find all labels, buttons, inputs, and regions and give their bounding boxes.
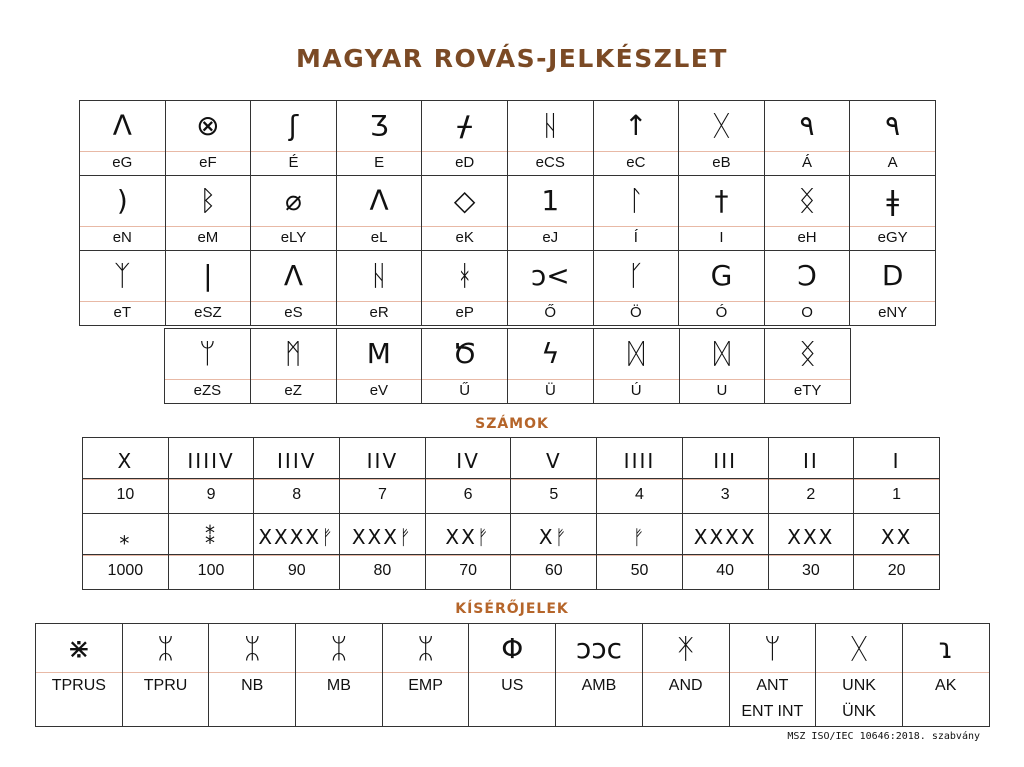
number-cell — [511, 479, 597, 514]
rune-glyph: Ɔ — [797, 259, 817, 292]
mark-label-line2: ÜNK — [842, 703, 876, 720]
letter-cell — [679, 329, 765, 404]
rune-glyph: Λ — [283, 259, 304, 292]
number-cell — [83, 438, 169, 479]
mark-glyph: ᛯ — [330, 632, 348, 665]
rune-glyph: ᚋ — [457, 109, 472, 142]
number-glyph: ᚠ — [632, 525, 647, 549]
number-value: 100 — [169, 555, 254, 589]
letter-label: eTY — [765, 379, 850, 402]
rune-glyph: † — [714, 184, 729, 217]
number-glyph: V — [545, 449, 562, 473]
letter-cell — [422, 329, 508, 404]
letter-label: eP — [422, 301, 507, 324]
number-glyph: ⁑ — [205, 525, 218, 549]
number-glyph: ⁎ — [119, 525, 132, 549]
letter-cell — [422, 251, 508, 326]
number-glyph: XXX — [787, 525, 835, 549]
number-cell — [340, 479, 426, 514]
number-glyph: IIIV — [277, 449, 317, 473]
numbers-table — [82, 437, 940, 590]
letter-cell — [336, 176, 422, 251]
letter-label: eR — [337, 301, 422, 324]
letter-label: Á — [765, 151, 850, 174]
letter-label: U — [680, 379, 765, 402]
standard-footnote: MSZ ISO/IEC 10646:2018. szabvány — [787, 731, 980, 742]
letter-cell — [593, 251, 679, 326]
letter-cell — [80, 176, 166, 251]
number-cell — [168, 514, 254, 555]
number-value: 1000 — [83, 555, 168, 589]
letter-label: eB — [679, 151, 764, 174]
mark-cell — [122, 624, 209, 727]
mark-label-line1: TPRU — [143, 677, 188, 694]
mark-glyph: ᛘ — [763, 632, 781, 665]
mark-cell — [642, 624, 729, 727]
rune-glyph: ᐱ — [112, 109, 132, 142]
number-cell — [340, 438, 426, 479]
letter-cell — [679, 176, 765, 251]
rune-glyph: ٩ — [885, 109, 901, 142]
numbers-row — [83, 479, 940, 514]
rune-glyph: ᚼ — [456, 259, 474, 292]
letter-label: E — [337, 151, 422, 174]
letter-label: eL — [337, 226, 422, 249]
rune-glyph: ⊗ — [196, 109, 220, 142]
number-cell — [83, 479, 169, 514]
mark-cell — [902, 624, 989, 727]
mark-label — [383, 672, 469, 699]
rune-glyph: ٩ — [799, 109, 815, 142]
number-value: 1 — [854, 479, 939, 513]
number-cell — [83, 555, 169, 590]
number-cell — [597, 479, 683, 514]
number-value: 30 — [769, 555, 854, 589]
rune-glyph: M — [366, 337, 391, 370]
rune-glyph: ↑ — [624, 109, 648, 142]
number-cell — [425, 438, 511, 479]
letter-cell — [679, 251, 765, 326]
rune-glyph: ) — [116, 184, 128, 217]
letter-cell — [765, 329, 851, 404]
number-glyph: IIIIV — [187, 449, 235, 473]
mark-label — [296, 672, 382, 699]
number-cell — [168, 438, 254, 479]
number-glyph: XX — [880, 525, 913, 549]
letter-label: eGY — [850, 226, 935, 249]
letter-cell — [679, 101, 765, 176]
number-cell — [425, 555, 511, 590]
marks-row — [36, 624, 990, 727]
mark-glyph: ⋇ — [67, 632, 91, 665]
mark-label-line1: AMB — [581, 677, 617, 694]
number-cell — [340, 555, 426, 590]
number-cell — [682, 438, 768, 479]
mark-label-line1: AND — [668, 677, 703, 694]
letters-table-last-row — [164, 328, 851, 404]
marks-heading: KÍSÉRŐJELEK — [455, 601, 569, 617]
rune-glyph: ᚴ — [627, 259, 645, 292]
letter-cell — [593, 101, 679, 176]
rune-glyph: ᛞ — [713, 337, 731, 370]
letter-label: Ó — [679, 301, 764, 324]
number-glyph: XXXXᚠ — [258, 525, 336, 549]
mark-label — [556, 672, 642, 699]
rune-glyph: ᛝ — [799, 337, 817, 370]
letters-row — [80, 251, 936, 326]
rune-glyph: ᛒ — [199, 184, 217, 217]
number-value: 3 — [683, 479, 768, 513]
rune-glyph: ᛗ — [284, 337, 302, 370]
rune-glyph: D — [881, 259, 904, 292]
letter-label: Ü — [508, 379, 593, 402]
letter-cell — [336, 329, 422, 404]
letter-label: eZ — [251, 379, 336, 402]
numbers-row — [83, 555, 940, 590]
number-glyph: X — [117, 449, 134, 473]
letter-cell — [507, 101, 593, 176]
letter-label: O — [765, 301, 850, 324]
letters-row — [80, 101, 936, 176]
page-title: MAGYAR ROVÁS-JELKÉSZLET — [296, 44, 728, 73]
rune-glyph: ǂ — [886, 184, 900, 217]
number-value: 80 — [340, 555, 425, 589]
letter-label: eCS — [508, 151, 593, 174]
number-cell — [854, 438, 940, 479]
mark-cell — [816, 624, 903, 727]
letter-label: Ő — [508, 301, 593, 324]
letter-cell — [764, 251, 850, 326]
number-value: 7 — [340, 479, 425, 513]
number-cell — [682, 555, 768, 590]
letter-cell — [165, 251, 251, 326]
mark-label-line1: ANT — [756, 677, 789, 694]
letter-label: A — [850, 151, 935, 174]
number-cell — [168, 555, 254, 590]
mark-glyph: ɔɔc — [575, 632, 623, 665]
letter-cell — [507, 251, 593, 326]
rune-glyph: ᚷ — [713, 109, 730, 142]
letter-label: eNY — [850, 301, 935, 324]
mark-label — [209, 672, 295, 699]
letter-cell — [80, 101, 166, 176]
letter-label: eLY — [251, 226, 336, 249]
letter-cell — [850, 101, 936, 176]
letter-label: eK — [422, 226, 507, 249]
mark-cell — [556, 624, 643, 727]
mark-label — [816, 672, 902, 725]
mark-label — [36, 672, 122, 699]
number-cell — [597, 438, 683, 479]
number-cell — [340, 514, 426, 555]
mark-glyph: ᚷ — [850, 632, 868, 665]
rune-glyph: ϟ — [541, 337, 560, 370]
mark-label — [730, 672, 816, 725]
letter-label: eV — [337, 379, 422, 402]
number-cell — [511, 438, 597, 479]
mark-glyph: ᛯ — [417, 632, 434, 665]
number-cell — [511, 555, 597, 590]
letter-cell — [251, 101, 337, 176]
mark-label-line1: NB — [241, 677, 264, 694]
letter-label: eN — [80, 226, 165, 249]
letter-cell — [850, 251, 936, 326]
number-glyph: III — [713, 449, 737, 473]
rune-glyph: ⌀ — [285, 184, 302, 217]
mark-glyph: ᛯ — [157, 632, 174, 665]
mark-label-line1: US — [501, 677, 524, 694]
mark-cell — [296, 624, 383, 727]
mark-label — [643, 672, 729, 699]
rune-glyph: ᐱ — [369, 184, 389, 217]
letter-label: eT — [80, 301, 165, 324]
letter-cell — [850, 176, 936, 251]
rune-glyph: ɔ< — [530, 259, 570, 292]
number-cell — [854, 479, 940, 514]
marks-table — [35, 623, 990, 727]
mark-label — [469, 672, 555, 699]
number-value: 9 — [169, 479, 254, 513]
number-value: 70 — [426, 555, 511, 589]
mark-cell — [36, 624, 123, 727]
number-value: 10 — [83, 479, 168, 513]
number-cell — [768, 438, 854, 479]
letter-label: eJ — [508, 226, 593, 249]
number-glyph: XXXᚠ — [351, 525, 413, 549]
mark-cell — [469, 624, 556, 727]
letters-row — [80, 176, 936, 251]
letter-cell — [422, 101, 508, 176]
numbers-row — [83, 438, 940, 479]
mark-glyph: ᛡ — [677, 632, 695, 665]
letter-label: É — [251, 151, 336, 174]
letter-label: eSZ — [166, 301, 251, 324]
number-value: 5 — [511, 479, 596, 513]
rune-glyph: ᛘ — [198, 337, 216, 370]
letter-cell — [507, 176, 593, 251]
number-value: 20 — [854, 555, 939, 589]
letter-cell — [764, 101, 850, 176]
number-cell — [768, 479, 854, 514]
letter-cell — [764, 176, 850, 251]
rune-glyph: ᛉ — [113, 259, 131, 292]
letter-label: Ú — [594, 379, 679, 402]
letter-cell — [336, 251, 422, 326]
rune-glyph: ᛚ — [627, 184, 645, 217]
letter-cell — [251, 251, 337, 326]
number-value: 50 — [597, 555, 682, 589]
rune-glyph: ◇ — [453, 184, 476, 217]
letter-label: eH — [765, 226, 850, 249]
letters-table — [79, 100, 936, 326]
rune-glyph: Ծ — [452, 337, 477, 370]
mark-glyph: ᛯ — [243, 632, 261, 665]
number-value: 4 — [597, 479, 682, 513]
rune-glyph: ᚺ — [370, 259, 388, 292]
number-cell — [682, 479, 768, 514]
number-glyph: IIII — [623, 449, 656, 473]
mark-label-line1: TPRUS — [51, 677, 106, 694]
letter-label: I — [679, 226, 764, 249]
letter-cell — [165, 329, 251, 404]
number-cell — [597, 514, 683, 555]
mark-cell — [209, 624, 296, 727]
number-cell — [854, 555, 940, 590]
mark-label-line2: ENT INT — [741, 703, 804, 720]
rune-glyph: ᛞ — [627, 337, 645, 370]
number-cell — [768, 514, 854, 555]
mark-label — [123, 672, 209, 699]
letter-label: eD — [422, 151, 507, 174]
letter-label: eZS — [165, 379, 250, 402]
number-cell — [682, 514, 768, 555]
mark-glyph: Φ — [501, 632, 524, 665]
rune-glyph: ᚺ — [541, 109, 559, 142]
letters-row — [165, 329, 851, 404]
number-cell — [425, 514, 511, 555]
letter-label: Ű — [422, 379, 507, 402]
rune-glyph: G — [710, 259, 733, 292]
number-cell — [597, 555, 683, 590]
letter-label: eF — [166, 151, 251, 174]
rune-glyph: Ӡ — [369, 109, 389, 142]
mark-glyph: ɿ — [938, 632, 954, 665]
number-cell — [425, 479, 511, 514]
letter-cell — [250, 329, 336, 404]
number-glyph: Xᚠ — [538, 525, 569, 549]
number-cell — [254, 555, 340, 590]
number-cell — [511, 514, 597, 555]
letter-cell — [593, 176, 679, 251]
number-value: 6 — [426, 479, 511, 513]
mark-cell — [382, 624, 469, 727]
numbers-heading: SZÁMOK — [475, 416, 549, 432]
number-glyph: IIV — [366, 449, 399, 473]
letter-cell — [508, 329, 594, 404]
mark-label-line1: EMP — [408, 677, 443, 694]
letter-cell — [165, 176, 251, 251]
mark-label — [903, 672, 989, 699]
rune-glyph: ʃ — [288, 109, 299, 142]
number-cell — [254, 479, 340, 514]
number-value: 90 — [254, 555, 339, 589]
letter-cell — [422, 176, 508, 251]
number-cell — [83, 514, 169, 555]
mark-label-line1: UNK — [842, 677, 876, 694]
mark-label-line1: AK — [935, 677, 957, 694]
number-value: 60 — [511, 555, 596, 589]
letter-cell — [165, 101, 251, 176]
letter-label: eG — [80, 151, 165, 174]
number-glyph: I — [892, 449, 901, 473]
number-cell — [168, 479, 254, 514]
number-cell — [254, 438, 340, 479]
number-glyph: II — [802, 449, 819, 473]
letter-label: eC — [594, 151, 679, 174]
number-glyph: XXᚠ — [445, 525, 491, 549]
letter-label: Í — [594, 226, 679, 249]
number-cell — [254, 514, 340, 555]
letter-cell — [593, 329, 679, 404]
letter-label: eM — [166, 226, 251, 249]
mark-label-line1: MB — [326, 677, 351, 694]
letter-cell — [251, 176, 337, 251]
number-glyph: IV — [456, 449, 480, 473]
number-glyph: XXXX — [693, 525, 757, 549]
number-cell — [768, 555, 854, 590]
rune-glyph: | — [203, 259, 213, 292]
number-value: 2 — [769, 479, 854, 513]
rune-glyph: ᛝ — [798, 184, 816, 217]
letter-label: eS — [251, 301, 336, 324]
letter-cell — [336, 101, 422, 176]
number-cell — [854, 514, 940, 555]
number-value: 8 — [254, 479, 339, 513]
letter-cell — [80, 251, 166, 326]
letter-label: Ö — [594, 301, 679, 324]
numbers-row — [83, 514, 940, 555]
rune-glyph: 1 — [541, 184, 560, 217]
mark-cell — [729, 624, 816, 727]
number-value: 40 — [683, 555, 768, 589]
